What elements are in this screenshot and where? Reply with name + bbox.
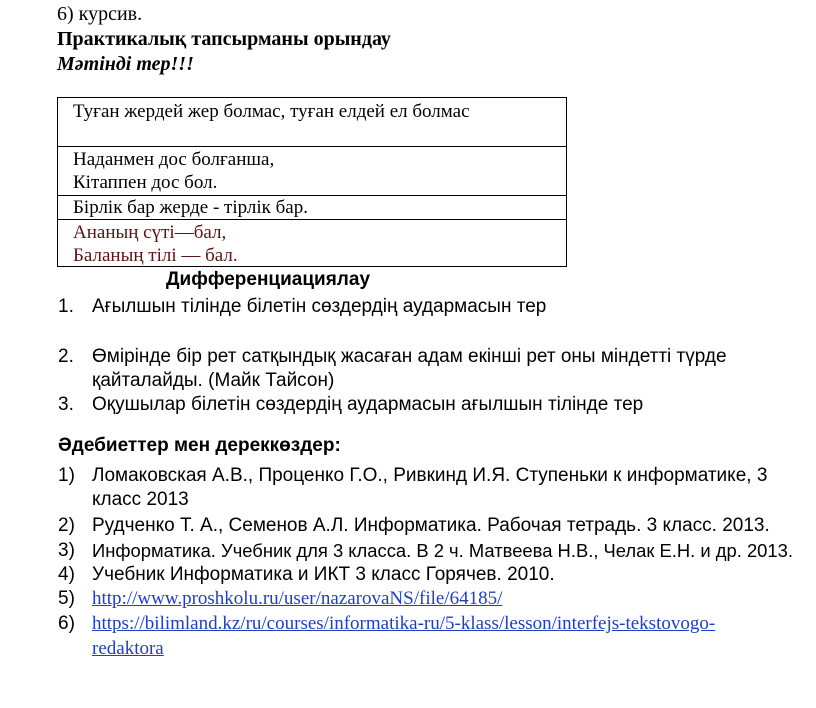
list-item-number: 1) xyxy=(58,465,75,486)
reference-link[interactable]: http://www.proshkolu.ru/user/nazarovaNS/file/64185/ xyxy=(92,588,503,609)
list-item: Ломаковская А.В., Проценко Г.О., Ривкинд И.Я. Ступеньки к информатике, 3 xyxy=(92,465,768,486)
header-line-italic-item: 6) курсив. xyxy=(57,3,143,25)
list-item: Учебник Информатика и ИКТ 3 класс Горячев. 2010. xyxy=(92,564,555,585)
table-divider xyxy=(58,219,566,220)
reference-link-continuation[interactable]: redaktora xyxy=(92,638,164,659)
list-item-continuation: класс 2013 xyxy=(92,489,189,510)
table-row: Кітаппен дос бол. xyxy=(73,172,218,193)
table-row: Наданмен дос болғанша, xyxy=(73,149,275,170)
reference-link[interactable]: https://bilimland.kz/ru/courses/informatika-ru/5-klass/lesson/interfejs-tekstovogo- xyxy=(92,613,716,634)
list-item: Оқушылар білетін сөздердің аудармасын ағылшын тілінде тер xyxy=(92,394,644,415)
task-title: Практикалық тапсырманы орындау xyxy=(57,28,391,50)
proverb-table xyxy=(57,97,567,267)
list-item-number: 5) xyxy=(58,588,75,609)
list-item-number: 2. xyxy=(58,346,74,367)
list-item-number: 6) xyxy=(58,613,75,634)
table-row: Туған жердей жер болмас, туған елдей ел болмас xyxy=(73,101,470,122)
list-item-number: 2) xyxy=(58,515,75,536)
task-instruction: Мәтінді тер!!! xyxy=(57,53,194,75)
list-item: Информатика. Учебник для 3 класса. В 2 ч. Матвеева Н.В., Челак Е.Н. и др. 2013. xyxy=(92,540,793,561)
list-item-number: 3) xyxy=(58,540,75,561)
list-item-continuation: қайталайды. (Майк Тайсон) xyxy=(92,370,335,391)
table-row: Ананың сүті—бал, xyxy=(73,222,227,243)
table-row: Бірлік бар жерде - тірлік бар. xyxy=(73,197,308,218)
list-item-number: 4) xyxy=(58,564,75,585)
table-row: Баланың тілі — бал. xyxy=(73,245,238,266)
list-item: Ағылшын тілінде білетін сөздердің аудармасын тер xyxy=(92,296,547,317)
list-item: Өмірінде бір рет сатқындық жасаған адам екінші рет оны міндетті түрде xyxy=(92,346,727,367)
table-divider xyxy=(58,146,566,147)
list-item-number: 3. xyxy=(58,394,74,415)
list-item-number: 1. xyxy=(58,296,74,317)
references-title: Әдебиеттер мен дереккөздер: xyxy=(58,435,341,456)
differentiation-title: Дифференциациялау xyxy=(166,269,371,290)
list-item: Рудченко Т. А., Семенов А.Л. Информатика. Рабочая тетрадь. 3 класс. 2013. xyxy=(92,515,770,536)
